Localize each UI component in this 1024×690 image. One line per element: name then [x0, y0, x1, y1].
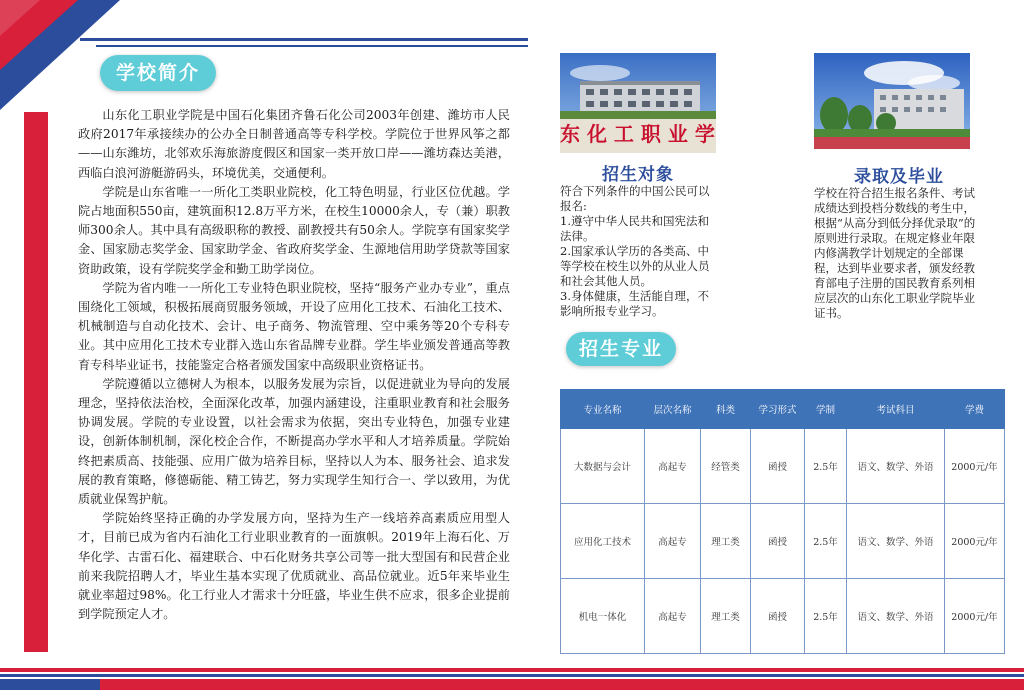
campus-photo-2 — [814, 53, 970, 149]
table-cell: 高起专 — [645, 429, 701, 504]
corner-decoration — [0, 0, 120, 110]
stripe — [0, 668, 1024, 672]
campus-photo-2-image — [814, 53, 970, 149]
intro-paragraph: 学院始终坚持正确的办学发展方向，坚持为生产一线培养高素质应用型人才，目前已成为省内石油化工行业职业教育的一面旗帜。2019年上海石化、万华化学、古雷石化、福建联合、中石化财务共享公司等一批大型国有和民营企业前来我院招聘人才，毕业生基本实现了优质就业、高品位就业。近5年来毕业生就业率超过98%。化工行业人才需求十分旺盛，毕业生供不应求，很多企业提前到学院预定人才。 — [78, 511, 510, 622]
table-row — [561, 504, 1005, 579]
intro-text — [78, 106, 510, 624]
column-header: 专业名称 — [561, 390, 645, 429]
left-red-bar — [24, 112, 48, 652]
table-cell: 高起专 — [645, 579, 701, 654]
table-cell: 2.5年 — [805, 504, 847, 579]
intro-title: 学校简介 — [100, 55, 216, 91]
enroll-target-line: 1.遵守中华人民共和国宪法和法律。 — [560, 214, 709, 243]
column-header: 层次名称 — [645, 390, 701, 429]
table-cell: 函授 — [751, 579, 805, 654]
column-header: 学制 — [805, 390, 847, 429]
top-rule-2 — [96, 45, 528, 47]
table-cell: 理工类 — [701, 504, 751, 579]
table-cell: 2.5年 — [805, 429, 847, 504]
table-cell: 机电一体化 — [561, 579, 645, 654]
enroll-target-title: 招生对象 — [602, 165, 674, 185]
table-header-row — [561, 390, 1005, 429]
column-header: 科类 — [701, 390, 751, 429]
intro-paragraph: 山东化工职业学院是中国石化集团齐鲁石化公司2003年创建、潍坊市人民政府2017年承接续办的公办全日制普通高等专科学校。学院位于世界风筝之都——山东潍坊，北邻欢乐海旅游度假区和国家一类开放口岸——潍坊森达美港，西临白浪河游艇游码头，环境优美，交通便利。 — [78, 108, 510, 180]
table-cell: 2.5年 — [805, 579, 847, 654]
table-cell: 函授 — [751, 504, 805, 579]
enroll-target-line: 2.国家承认学历的各类高、中等学校在校生以外的从业人员和社会其他人员。 — [560, 244, 710, 288]
column-header: 学习形式 — [751, 390, 805, 429]
majors-table — [560, 389, 1005, 654]
campus-photo-1 — [560, 53, 716, 153]
table-cell: 语文、数学、外语 — [847, 579, 945, 654]
table-row — [561, 429, 1005, 504]
majors-title: 招生专业 — [566, 332, 676, 366]
top-rule-1 — [80, 38, 528, 41]
table-cell: 大数据与会计 — [561, 429, 645, 504]
stripe — [0, 674, 1024, 677]
column-header: 学费 — [945, 390, 1005, 429]
enroll-target-line: 符合下列条件的中国公民可以报名: — [560, 184, 710, 213]
table-cell: 高起专 — [645, 504, 701, 579]
campus-sign-text: 东 化 工 职 业 学 — [560, 122, 715, 146]
table-cell: 经管类 — [701, 429, 751, 504]
table-cell: 2000元/年 — [945, 504, 1005, 579]
enroll-target-line: 3.身体健康，生活能自理，不影响所报专业学习。 — [560, 289, 709, 318]
stripe — [100, 679, 1024, 690]
enroll-target-text — [560, 184, 720, 319]
intro-paragraph: 学院遵循以立德树人为根本，以服务发展为宗旨，以促进就业为导向的发展理念，坚持依法治校，全面深化改革，加强内涵建设，注重职业教育和社会服务协调发展。学院的专业设置，以社会需求为依据，突出专业特色，加强专业建设，创新体制机制，深化校企合作，不断提高办学水平和人才培养质量。学院始终把素质高、技能强、应用广做为培养目标，坚持以人为本、服务社会、追求发展的教育策略，修德砺能、精工铸艺，努力实现学生知行合一、学以致用，为优质就业保驾护航。 — [78, 376, 510, 507]
intro-paragraph: 学院为省内唯一一所化工专业特色职业院校，坚持“服务产业办专业”，重点围绕化工领域，积极拓展商贸服务领域，开设了应用化工技术、石油化工技术、机械制造与自动化技术、会计、电子商务、物流管理、空中乘务等20个专科专业。其中应用化工技术专业群入选山东省品牌专业群。学生毕业颁发普通高等教育专科毕业证书，技能鉴定合格者颁发国家中高级职业资格证书。 — [78, 280, 510, 372]
admission-title: 录取及毕业 — [854, 167, 944, 187]
table-row — [561, 579, 1005, 654]
table-cell: 函授 — [751, 429, 805, 504]
table-cell: 语文、数学、外语 — [847, 429, 945, 504]
table-cell: 2000元/年 — [945, 579, 1005, 654]
table-cell: 语文、数学、外语 — [847, 504, 945, 579]
table-cell: 理工类 — [701, 579, 751, 654]
column-header: 考试科目 — [847, 390, 945, 429]
table-cell: 2000元/年 — [945, 429, 1005, 504]
table-cell: 应用化工技术 — [561, 504, 645, 579]
bottom-stripes — [0, 668, 1024, 690]
admission-text: 学校在符合招生报名条件、考试成绩达到投档分数线的考生中，根据“从高分到低分择优录取”的原则进行录取。在规定修业年限内修满教学计划规定的全部课程，达到毕业要求者，颁发经教育部电子注册的国民教育系列相应层次的山东化工职业学院毕业证书。 — [814, 186, 976, 320]
intro-paragraph: 学院是山东省唯一一所化工类职业院校，化工特色明显，行业区位优越。学院占地面积550亩，建筑面积12.8万平方米，在校生10000余人，专（兼）职教师300余人。其中具有高级职称的教授、副教授共有50余人。学院享有国家奖学金、国家励志奖学金、国家助学金、省政府奖学金、生源地信用助学贷款等国家资助政策，设有学院奖学金和勤工助学岗位。 — [78, 184, 510, 276]
